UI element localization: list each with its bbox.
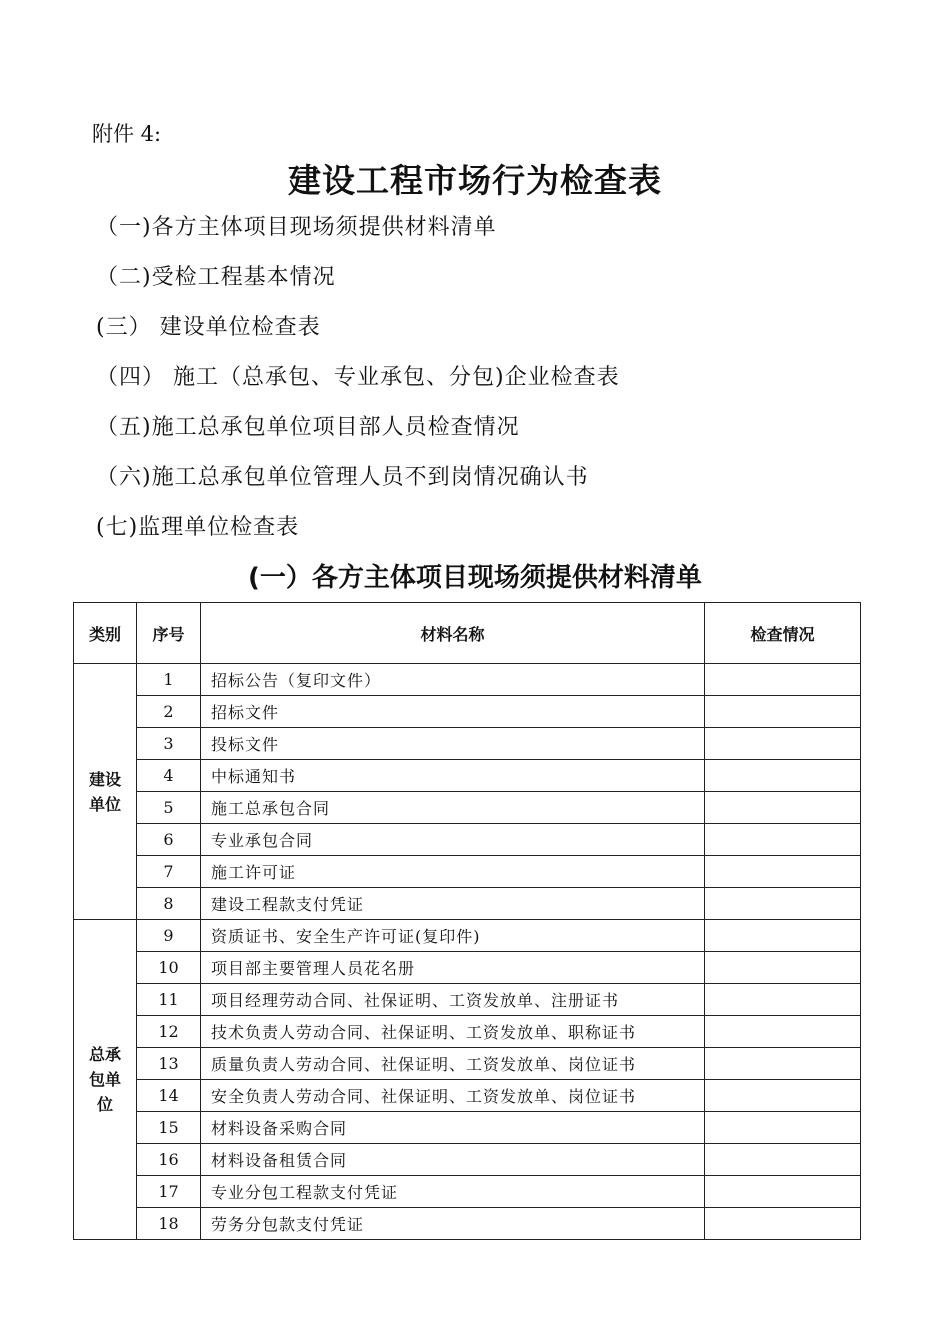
table-row [74, 760, 861, 792]
check-status-cell[interactable] [705, 1208, 861, 1240]
check-status-cell[interactable] [705, 888, 861, 920]
check-status-cell[interactable] [705, 920, 861, 952]
material-name: 专业承包合同 [201, 824, 705, 856]
row-number: 17 [137, 1176, 201, 1208]
category-label: 建设 单位 [88, 769, 121, 814]
material-name: 施工总承包合同 [201, 792, 705, 824]
row-number: 12 [137, 1016, 201, 1048]
row-number: 13 [137, 1048, 201, 1080]
check-status-cell[interactable] [705, 824, 861, 856]
check-status-cell[interactable] [705, 1080, 861, 1112]
check-status-cell[interactable] [705, 792, 861, 824]
check-status-cell[interactable] [705, 1112, 861, 1144]
row-number: 7 [137, 856, 201, 888]
row-number: 5 [137, 792, 201, 824]
materials-table [73, 602, 861, 1240]
table-row [74, 696, 861, 728]
table-row [74, 856, 861, 888]
check-status-cell[interactable] [705, 856, 861, 888]
table-row [74, 888, 861, 920]
check-status-cell[interactable] [705, 952, 861, 984]
material-name: 劳务分包款支付凭证 [201, 1208, 705, 1240]
material-name: 施工许可证 [201, 856, 705, 888]
check-status-cell[interactable] [705, 664, 861, 696]
row-number: 9 [137, 920, 201, 952]
table-body [74, 664, 861, 1240]
row-number: 4 [137, 760, 201, 792]
check-status-cell[interactable] [705, 696, 861, 728]
table-of-contents [96, 210, 620, 560]
material-name: 专业分包工程款支付凭证 [201, 1176, 705, 1208]
table-row [74, 1144, 861, 1176]
category-cell [74, 664, 137, 920]
toc-item: （一)各方主体项目现场须提供材料清单 [96, 215, 497, 240]
material-name: 资质证书、安全生产许可证(复印件) [201, 920, 705, 952]
table-row [74, 792, 861, 824]
table-row [74, 1016, 861, 1048]
material-name: 建设工程款支付凭证 [201, 888, 705, 920]
table-row [74, 1080, 861, 1112]
material-name: 材料设备租赁合同 [201, 1144, 705, 1176]
table-row [74, 920, 861, 952]
category-cell [74, 920, 137, 1240]
material-name: 质量负责人劳动合同、社保证明、工资发放单、岗位证书 [201, 1048, 705, 1080]
row-number: 15 [137, 1112, 201, 1144]
document-title: 建设工程市场行为检查表 [288, 161, 662, 200]
attachment-label: 附件 4: [92, 122, 162, 146]
header-category: 类别 [74, 603, 137, 664]
toc-item: （四） 施工（总承包、专业承包、分包)企业检查表 [96, 365, 620, 390]
header-name: 材料名称 [201, 603, 705, 664]
row-number: 18 [137, 1208, 201, 1240]
table-row [74, 1112, 861, 1144]
toc-item: (七)监理单位检查表 [96, 515, 300, 540]
material-name: 材料设备采购合同 [201, 1112, 705, 1144]
row-number: 3 [137, 728, 201, 760]
row-number: 6 [137, 824, 201, 856]
table-header-row [74, 603, 861, 664]
table-row [74, 728, 861, 760]
material-name: 招标公告（复印文件） [201, 664, 705, 696]
section-title: (一）各方主体项目现场须提供材料清单 [248, 563, 702, 593]
table-row [74, 952, 861, 984]
material-name: 投标文件 [201, 728, 705, 760]
row-number: 1 [137, 664, 201, 696]
table-row [74, 984, 861, 1016]
header-check: 检查情况 [705, 603, 861, 664]
table-row [74, 664, 861, 696]
row-number: 2 [137, 696, 201, 728]
row-number: 14 [137, 1080, 201, 1112]
header-seq: 序号 [137, 603, 201, 664]
table-row [74, 1048, 861, 1080]
category-label: 总承 包单 位 [88, 1045, 121, 1114]
table-row [74, 1176, 861, 1208]
toc-item: （二)受检工程基本情况 [96, 265, 336, 290]
check-status-cell[interactable] [705, 1016, 861, 1048]
row-number: 11 [137, 984, 201, 1016]
check-status-cell[interactable] [705, 1144, 861, 1176]
row-number: 10 [137, 952, 201, 984]
material-name: 中标通知书 [201, 760, 705, 792]
toc-item: （六)施工总承包单位管理人员不到岗情况确认书 [96, 465, 589, 490]
material-name: 招标文件 [201, 696, 705, 728]
material-name: 项目经理劳动合同、社保证明、工资发放单、注册证书 [201, 984, 705, 1016]
table-row [74, 1208, 861, 1240]
table-row [74, 824, 861, 856]
material-name: 技术负责人劳动合同、社保证明、工资发放单、职称证书 [201, 1016, 705, 1048]
check-status-cell[interactable] [705, 984, 861, 1016]
toc-item: （五)施工总承包单位项目部人员检查情况 [96, 415, 520, 440]
row-number: 8 [137, 888, 201, 920]
toc-item: (三） 建设单位检查表 [96, 315, 321, 340]
row-number: 16 [137, 1144, 201, 1176]
material-name: 项目部主要管理人员花名册 [201, 952, 705, 984]
material-name: 安全负责人劳动合同、社保证明、工资发放单、岗位证书 [201, 1080, 705, 1112]
check-status-cell[interactable] [705, 728, 861, 760]
check-status-cell[interactable] [705, 1048, 861, 1080]
check-status-cell[interactable] [705, 760, 861, 792]
check-status-cell[interactable] [705, 1176, 861, 1208]
